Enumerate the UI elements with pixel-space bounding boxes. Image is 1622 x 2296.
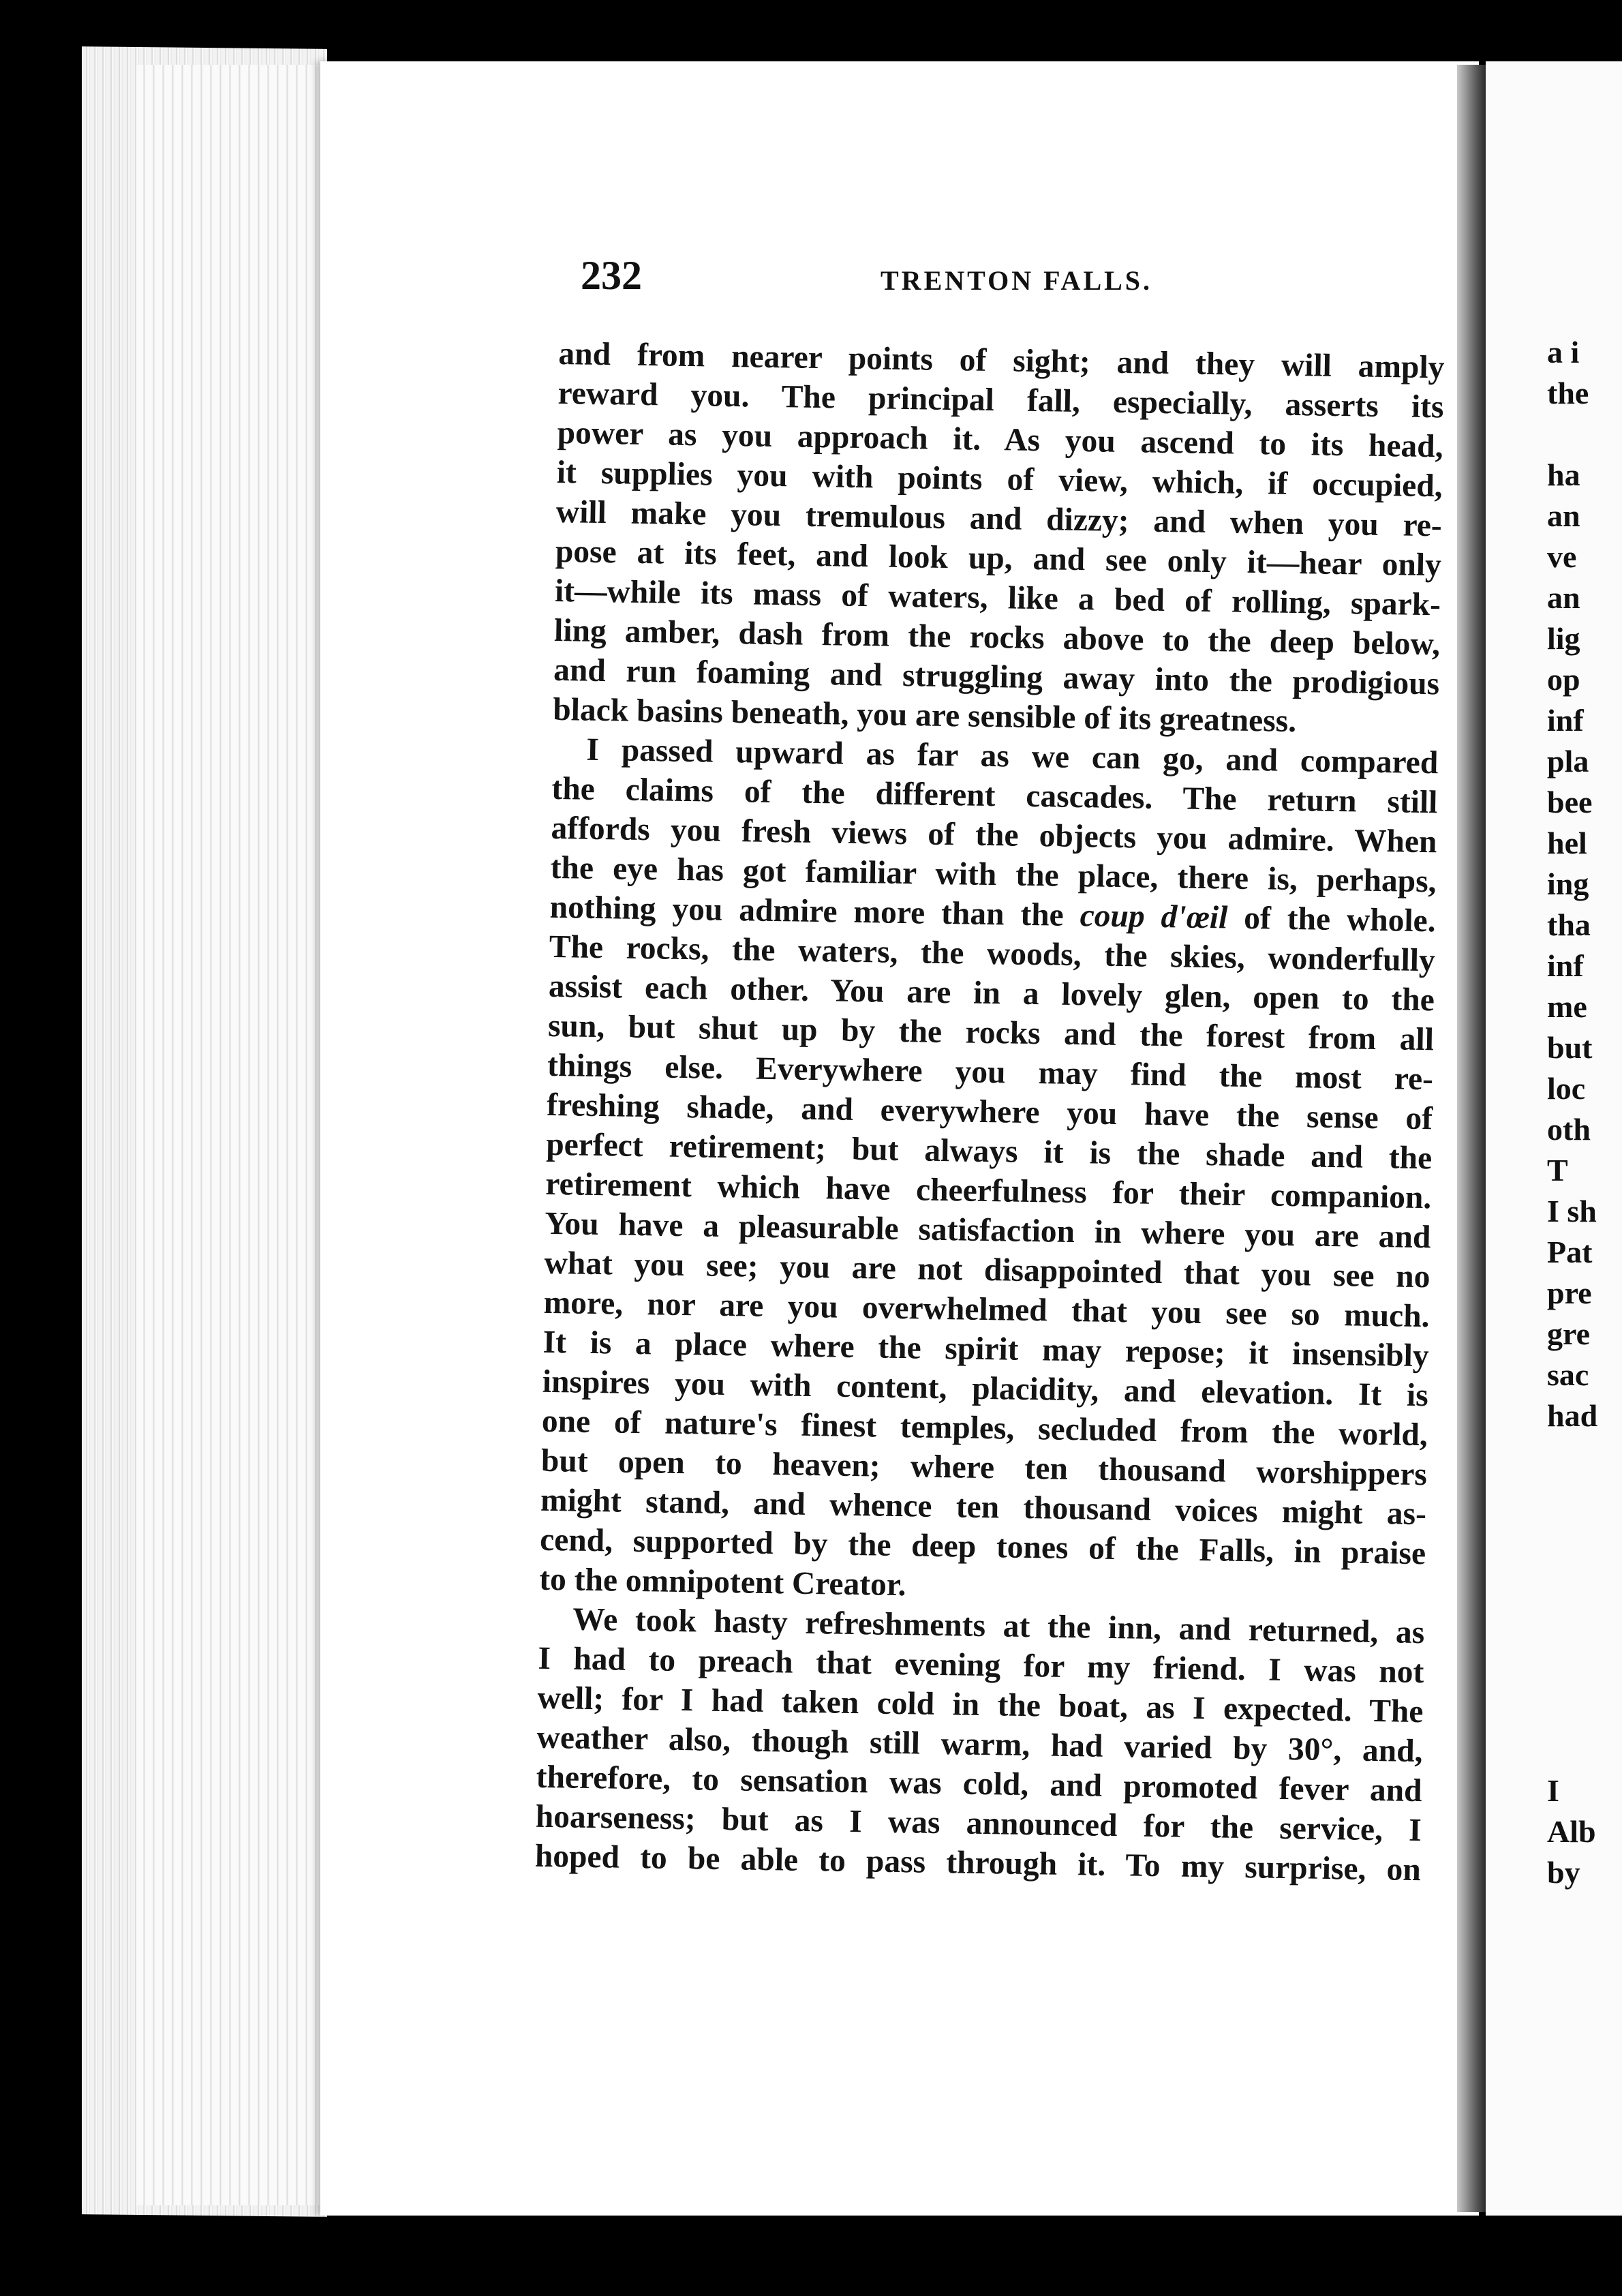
body-text	[534, 334, 1444, 1890]
text-line: but open to heaven; where ten thousand worshippers	[540, 1442, 1428, 1493]
text-line: to the omnipotent Creator.	[538, 1561, 906, 1603]
facing-page-fragment: lig	[1547, 621, 1580, 656]
italic-phrase: coup d'œil	[1080, 898, 1228, 936]
text-line: weather also, though still warm, had varied by 30°, and,	[536, 1719, 1423, 1770]
facing-page-fragment: inf	[1547, 703, 1584, 738]
text-line: power as you approach it. As you ascend to its head,	[557, 414, 1443, 465]
text-line: the eye has got familiar with the place, there is, perhaps,	[550, 849, 1437, 900]
facing-page-fragment: oth	[1547, 1112, 1591, 1147]
facing-page-fragment: pre	[1547, 1275, 1592, 1310]
facing-page-fragment: T	[1547, 1153, 1568, 1188]
text-line: We took hasty refreshments at the inn, and returned, as	[572, 1601, 1425, 1651]
facing-page-fragment: a i	[1547, 335, 1580, 369]
facing-page-fragment: inf	[1547, 948, 1584, 983]
facing-page-fragment: I sh	[1547, 1194, 1597, 1228]
page-edges-inner	[136, 65, 327, 2205]
text-line: freshing shade, and everywhere you have the sense of	[546, 1087, 1433, 1137]
text-line: hoarseness; but as I was announced for the service, I	[535, 1798, 1422, 1849]
text-line: will make you tremulous and dizzy; and when you re-	[555, 494, 1443, 544]
text-line: I had to preach that evening for my friend. I was not	[538, 1640, 1424, 1691]
facing-page-fragment: hel	[1547, 826, 1587, 860]
page-header	[581, 252, 1433, 307]
text-line: well; for I had taken cold in the boat, as I expected. The	[537, 1680, 1424, 1730]
text-line: sun, but shut up by the rocks and the forest from all	[547, 1008, 1435, 1058]
text-line: It is a place where the spirit may repose; it insensibly	[542, 1324, 1430, 1374]
text-line: things else. Everywhere you may find the most re-	[547, 1047, 1434, 1098]
text-line: it supplies you with points of view, which, if occupied,	[556, 454, 1443, 504]
text-line: hoped to be able to pass through it. To my surprise, on	[534, 1838, 1422, 1888]
facing-page-fragment: op	[1547, 662, 1580, 697]
text-line: therefore, to sensation was cold, and promoted fever and	[536, 1759, 1422, 1809]
text-fragment: nothing you admire more than the	[549, 889, 1081, 934]
text-line: the claims of the different cascades. The return still	[551, 770, 1438, 821]
text-line: black basins beneath, you are sensible of its greatness.	[552, 691, 1297, 740]
text-line: affords you fresh views of the objects you admire. When	[551, 810, 1437, 860]
facing-page-fragment: by	[1547, 1855, 1580, 1890]
facing-page-fragment: but	[1547, 1030, 1593, 1065]
text-line: reward you. The principal fall, especially, asserts its	[557, 375, 1444, 425]
book-gutter	[1457, 65, 1488, 2212]
page-number: 232	[581, 253, 642, 298]
facing-page-fragment: me	[1547, 989, 1587, 1024]
facing-page-fragment: Pat	[1547, 1235, 1593, 1269]
text-fragment: of the whole.	[1227, 900, 1437, 939]
text-line: pose at its feet, and look up, and see only it—hear only	[555, 533, 1442, 584]
text-line: cend, supported by the deep tones of the Falls, in praise	[539, 1522, 1426, 1572]
text-line: ling amber, dash from the rocks above to the deep below,	[553, 612, 1441, 663]
text-line: I passed upward as far as we can go, and compared	[586, 731, 1439, 781]
facing-page-fragment: ing	[1547, 866, 1589, 901]
facing-page-fragment: sac	[1547, 1357, 1589, 1392]
facing-page-fragment: I	[1547, 1773, 1559, 1808]
facing-page-fragment: an	[1547, 498, 1580, 533]
facing-page-fragment: an	[1547, 580, 1580, 615]
facing-page-fragment: the	[1547, 376, 1589, 410]
facing-page-fragment: loc	[1547, 1071, 1586, 1106]
text-line: assist each other. You are in a lovely glen, open to the	[548, 968, 1435, 1018]
text-line: it—while its mass of waters, like a bed of rolling, spark-	[554, 573, 1441, 623]
text-line: inspires you with content, placidity, and elevation. It is	[542, 1363, 1429, 1414]
text-line: one of nature's finest temples, secluded from the world,	[541, 1403, 1428, 1453]
text-line: more, nor are you overwhelmed that you see so much.	[543, 1284, 1430, 1335]
text-line: perfect retirement; but always it is the shade and the	[545, 1126, 1433, 1177]
facing-page-fragment: ha	[1547, 457, 1580, 492]
running-head: TRENTON FALLS.	[881, 265, 1153, 296]
text-line: might stand, and whence ten thousand voices might as-	[540, 1482, 1427, 1532]
facing-page-fragment: Alb	[1547, 1814, 1596, 1849]
facing-page-fragment: ve	[1547, 539, 1577, 574]
text-line: and run foaming and struggling away into the prodigious	[553, 652, 1440, 702]
facing-page-fragment: had	[1547, 1398, 1598, 1433]
facing-page-fragment: pla	[1547, 744, 1589, 779]
facing-page-fragment: tha	[1547, 907, 1591, 942]
facing-page-fragment: gre	[1547, 1316, 1591, 1351]
text-line: what you see; you are not disappointed that you see no	[544, 1245, 1430, 1295]
text-line: and from nearer points of sight; and they will amply	[558, 335, 1445, 386]
facing-page-fragment: bee	[1547, 785, 1593, 819]
text-line: retirement which have cheerfulness for their companion.	[545, 1166, 1432, 1216]
text-line: You have a pleasurable satisfaction in where you are and	[545, 1205, 1431, 1256]
text-line: The rocks, the waters, the woods, the skies, wonderfully	[549, 928, 1436, 979]
